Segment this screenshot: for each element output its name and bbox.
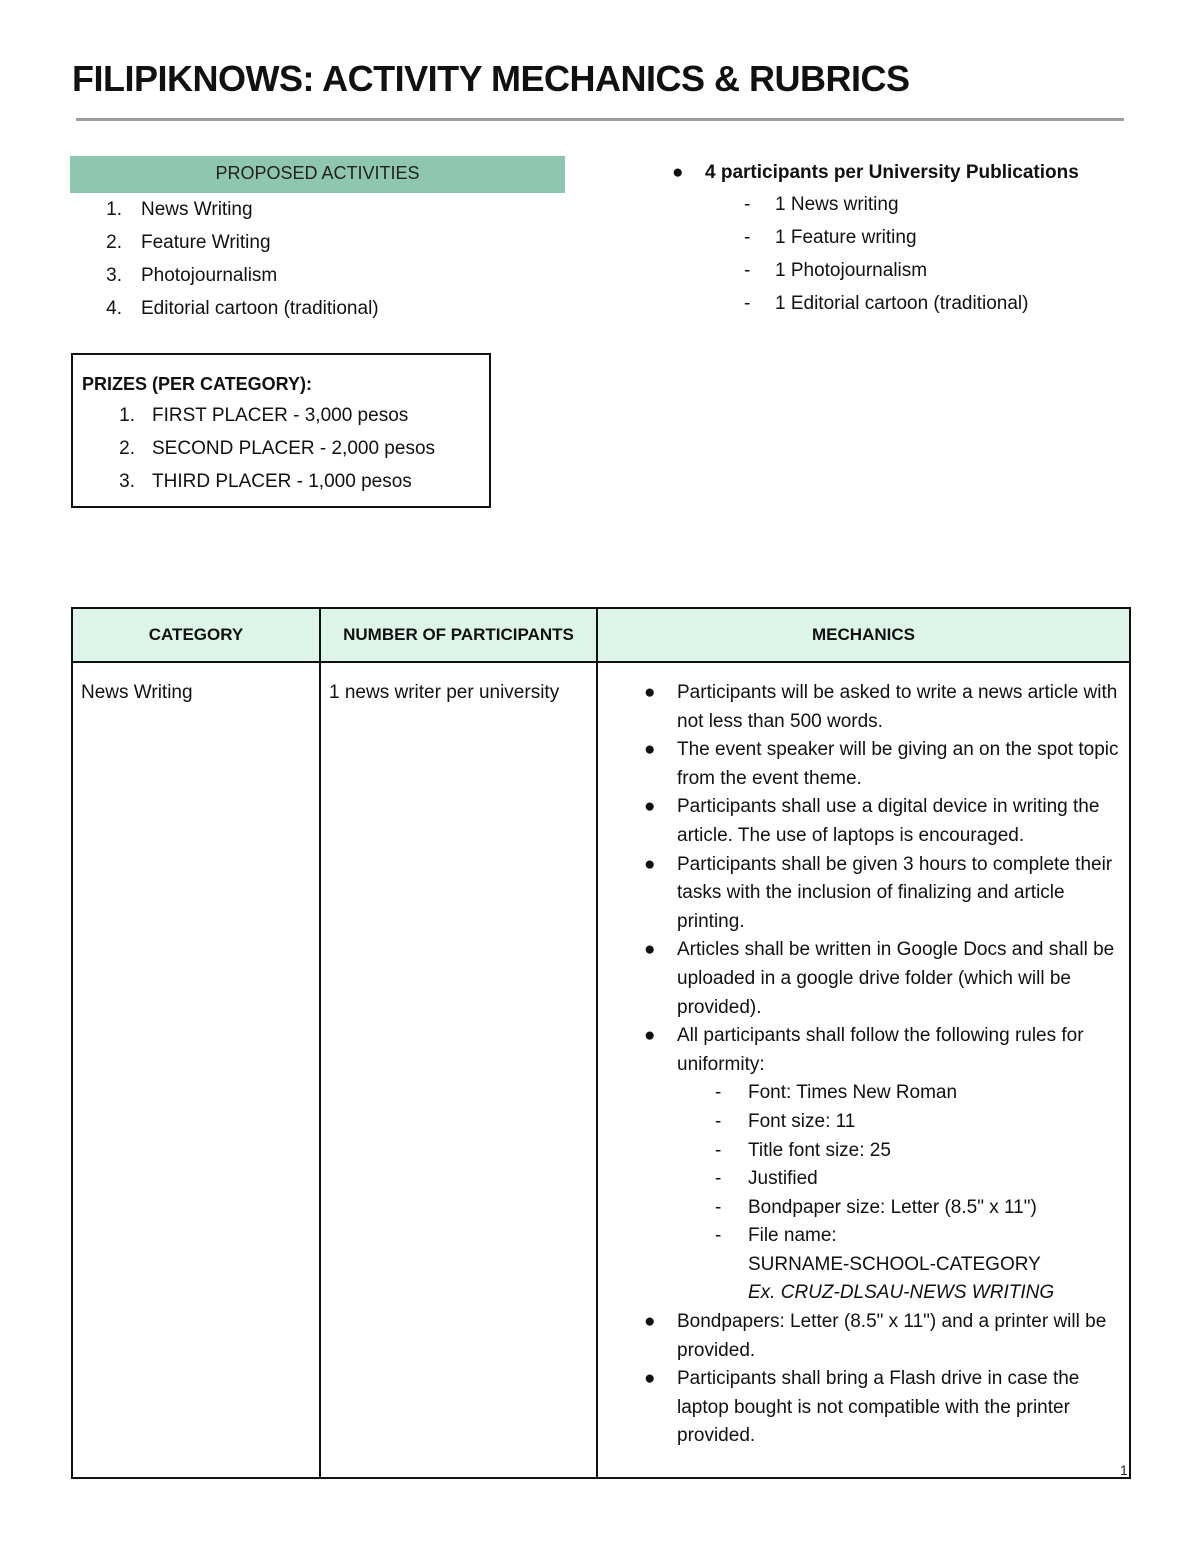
participants-cell: 1 news writer per university <box>320 662 597 1478</box>
mechanics-text: Bondpapers: Letter (8.5" x 11") and a printer will be provided. <box>677 1311 1107 1361</box>
list-item <box>82 399 489 432</box>
mechanics-text: Participants shall use a digital device in writing the article. The use of laptops is encouraged. <box>677 796 1100 846</box>
list-number: 3. <box>106 265 122 286</box>
list-item <box>672 287 1172 320</box>
bullet-icon: ● <box>644 739 656 761</box>
mechanics-item <box>606 1365 1121 1451</box>
mechanics-text: Participants will be asked to write a news article with not less than 500 words. <box>677 682 1118 732</box>
column-header-category: CATEGORY <box>72 608 320 662</box>
participants-lead <box>672 158 1172 188</box>
participants-section <box>672 158 1172 320</box>
rule-item <box>677 1165 1121 1194</box>
list-item <box>82 432 489 465</box>
prize-label: THIRD PLACER - 1,000 pesos <box>152 471 412 492</box>
dash-icon: - <box>715 1168 722 1190</box>
category-cell: News Writing <box>72 662 320 1478</box>
file-name-example: Ex. CRUZ-DLSAU-NEWS WRITING <box>748 1282 1055 1304</box>
dash-icon: - <box>744 227 751 248</box>
bullet-icon: ● <box>644 853 656 875</box>
list-number: 2. <box>119 438 135 459</box>
dash-icon: - <box>715 1196 722 1218</box>
bullet-icon: ● <box>672 162 684 183</box>
mechanics-item <box>606 736 1121 793</box>
rule-item <box>677 1194 1121 1223</box>
list-item <box>82 465 489 498</box>
table-row <box>72 662 1130 1478</box>
dash-icon: - <box>715 1110 722 1132</box>
participants-lead-text: 4 participants per University Publications <box>705 162 1079 183</box>
proposed-activities-header: PROPOSED ACTIVITIES <box>70 156 565 193</box>
title-divider <box>76 118 1124 121</box>
rule-item <box>677 1079 1121 1108</box>
bullet-icon: ● <box>644 1311 656 1333</box>
list-item <box>672 188 1172 221</box>
list-item <box>70 259 565 292</box>
prize-label: FIRST PLACER - 3,000 pesos <box>152 405 409 426</box>
bullet-icon: ● <box>644 1025 656 1047</box>
bullet-icon: ● <box>644 682 656 703</box>
participant-slot: 1 Feature writing <box>775 227 917 248</box>
list-item <box>70 226 565 259</box>
participant-slot: 1 Editorial cartoon (traditional) <box>775 293 1029 314</box>
list-number: 3. <box>119 471 135 492</box>
rule-text: Justified <box>748 1168 818 1190</box>
list-item <box>672 254 1172 287</box>
rule-text: File name: <box>748 1225 837 1247</box>
dash-icon: - <box>715 1225 722 1247</box>
prizes-box <box>71 353 491 508</box>
mechanics-item <box>606 1022 1121 1308</box>
prize-label: SECOND PLACER - 2,000 pesos <box>152 438 436 459</box>
bullet-icon: ● <box>644 939 656 961</box>
page-title: FILIPIKNOWS: ACTIVITY MECHANICS & RUBRICS <box>72 58 910 99</box>
mechanics-text: The event speaker will be giving an on the spot topic from the event theme. <box>677 739 1119 789</box>
activity-label: Photojournalism <box>141 265 278 286</box>
rule-text: Title font size: 25 <box>748 1139 891 1161</box>
participant-slot: 1 News writing <box>775 194 899 215</box>
dash-icon: - <box>715 1082 722 1104</box>
activities-list <box>70 193 565 325</box>
column-header-mechanics: MECHANICS <box>597 608 1130 662</box>
mechanics-item <box>606 679 1121 736</box>
dash-icon: - <box>715 1139 722 1161</box>
list-number: 4. <box>106 298 122 319</box>
column-header-participants: NUMBER OF PARTICIPANTS <box>320 608 597 662</box>
mechanics-item <box>606 793 1121 850</box>
list-item <box>672 221 1172 254</box>
mechanics-item <box>606 851 1121 937</box>
rule-item <box>677 1137 1121 1166</box>
list-number: 1. <box>119 405 135 426</box>
bullet-icon: ● <box>644 796 656 818</box>
rule-text: Font: Times New Roman <box>748 1082 958 1104</box>
dash-icon: - <box>744 194 751 215</box>
mechanics-item <box>606 1308 1121 1365</box>
page-number: 1 <box>1120 1462 1128 1478</box>
prizes-list <box>82 399 489 498</box>
mechanics-cell <box>597 662 1130 1478</box>
bullet-icon: ● <box>644 1368 656 1390</box>
uniformity-rules-list <box>677 1079 1121 1308</box>
mechanics-text: All participants shall follow the following rules for uniformity: <box>677 1025 1084 1075</box>
rule-text: Bondpaper size: Letter (8.5" x 11") <box>748 1196 1037 1218</box>
rule-text: Font size: 11 <box>748 1110 856 1132</box>
activity-label: Editorial cartoon (traditional) <box>141 298 379 319</box>
list-number: 1. <box>106 199 122 220</box>
activity-label: Feature Writing <box>141 232 271 253</box>
rule-item <box>677 1108 1121 1137</box>
mechanics-table <box>71 607 1131 1479</box>
activity-label: News Writing <box>141 199 253 220</box>
mechanics-text: Participants shall be given 3 hours to complete their tasks with the inclusion of finalizing and article printing. <box>677 853 1113 932</box>
rule-item <box>677 1222 1121 1308</box>
table-header-row <box>72 608 1130 662</box>
file-name-format: SURNAME-SCHOOL-CATEGORY <box>748 1253 1041 1275</box>
dash-icon: - <box>744 260 751 281</box>
list-number: 2. <box>106 232 122 253</box>
mechanics-list <box>606 679 1121 1451</box>
participant-slot: 1 Photojournalism <box>775 260 928 281</box>
mechanics-item <box>606 936 1121 1022</box>
mechanics-text: Participants shall bring a Flash drive in case the laptop bought is not compatible with the printer provided. <box>677 1368 1080 1447</box>
mechanics-text: Articles shall be written in Google Docs and shall be uploaded in a google drive folder (which will be provided). <box>677 939 1115 1018</box>
proposed-activities <box>70 156 565 325</box>
dash-icon: - <box>744 293 751 314</box>
list-item <box>70 292 565 325</box>
list-item <box>70 193 565 226</box>
prizes-title: PRIZES (PER CATEGORY): <box>82 374 313 394</box>
